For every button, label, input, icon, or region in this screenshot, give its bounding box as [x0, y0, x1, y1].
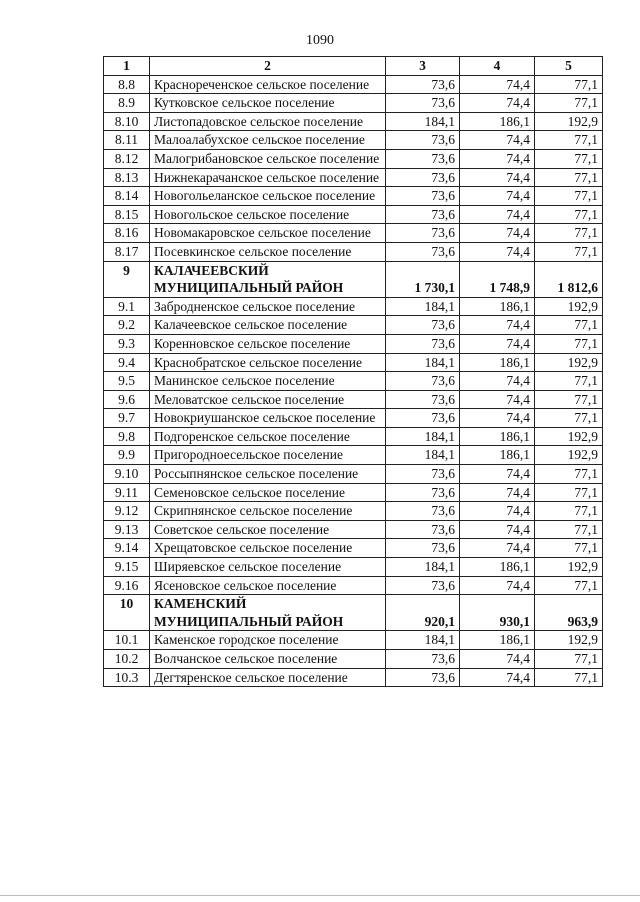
row-number: 8.15 — [104, 205, 150, 224]
row-value-col3: 73,6 — [386, 668, 460, 687]
row-name: КАМЕНСКИЙ МУНИЦИПАЛЬНЫЙ РАЙОН — [150, 595, 386, 631]
row-number: 9.10 — [104, 465, 150, 484]
row-number: 10 — [104, 595, 150, 631]
row-number: 8.8 — [104, 75, 150, 94]
row-number: 10.1 — [104, 631, 150, 650]
row-name: Новогольеланское сельское поселение — [150, 187, 386, 206]
table-row — [104, 520, 603, 539]
table-row — [104, 334, 603, 353]
row-value-col5: 77,1 — [535, 94, 603, 113]
row-number: 10.3 — [104, 668, 150, 687]
row-value-col3: 73,6 — [386, 94, 460, 113]
table-row — [104, 112, 603, 131]
row-value-col5: 192,9 — [535, 558, 603, 577]
row-number: 9.7 — [104, 409, 150, 428]
row-value-col3: 73,6 — [386, 224, 460, 243]
row-value-col5: 77,1 — [535, 224, 603, 243]
table-body — [104, 75, 603, 687]
row-value-col4: 74,4 — [460, 390, 535, 409]
row-value-col3: 73,6 — [386, 242, 460, 261]
row-number: 8.12 — [104, 149, 150, 168]
row-value-col4: 74,4 — [460, 316, 535, 335]
row-name: Дегтяренское сельское поселение — [150, 668, 386, 687]
row-value-col3: 73,6 — [386, 502, 460, 521]
row-name: Краснореченское сельское поселение — [150, 75, 386, 94]
row-value-col5: 77,1 — [535, 502, 603, 521]
row-value-col4: 74,4 — [460, 502, 535, 521]
row-name: Посевкинское сельское поселение — [150, 242, 386, 261]
row-value-col3: 73,6 — [386, 372, 460, 391]
row-value-col5: 77,1 — [535, 149, 603, 168]
row-value-col3: 73,6 — [386, 131, 460, 150]
row-value-col3: 73,6 — [386, 334, 460, 353]
row-value-col5: 77,1 — [535, 539, 603, 558]
row-value-col3: 73,6 — [386, 149, 460, 168]
row-value-col3: 73,6 — [386, 75, 460, 94]
table-row — [104, 372, 603, 391]
row-name: Нижнекарачанское сельское поселение — [150, 168, 386, 187]
row-number: 9.9 — [104, 446, 150, 465]
table-row — [104, 94, 603, 113]
table-row — [104, 131, 603, 150]
row-value-col4: 74,4 — [460, 576, 535, 595]
row-number: 9.11 — [104, 483, 150, 502]
row-value-col3: 184,1 — [386, 446, 460, 465]
row-number: 9.1 — [104, 297, 150, 316]
row-name: Скрипнянское сельское поселение — [150, 502, 386, 521]
district-row — [104, 261, 603, 297]
row-value-col5: 77,1 — [535, 409, 603, 428]
row-value-col5: 77,1 — [535, 334, 603, 353]
row-value-col5: 77,1 — [535, 205, 603, 224]
table-row — [104, 75, 603, 94]
table-row — [104, 427, 603, 446]
row-value-col3: 184,1 — [386, 297, 460, 316]
header-row — [104, 57, 603, 76]
row-value-col3: 73,6 — [386, 520, 460, 539]
table-row — [104, 390, 603, 409]
row-name: Краснобратское сельское поселение — [150, 353, 386, 372]
row-value-col5: 963,9 — [535, 595, 603, 631]
row-name: Ширяевское сельское поселение — [150, 558, 386, 577]
row-value-col5: 77,1 — [535, 465, 603, 484]
row-value-col3: 73,6 — [386, 316, 460, 335]
row-value-col4: 1 748,9 — [460, 261, 535, 297]
table-row — [104, 558, 603, 577]
row-number: 9.2 — [104, 316, 150, 335]
row-value-col5: 192,9 — [535, 297, 603, 316]
row-value-col5: 77,1 — [535, 390, 603, 409]
row-number: 8.11 — [104, 131, 150, 150]
table-row — [104, 297, 603, 316]
table-row — [104, 539, 603, 558]
row-value-col4: 74,4 — [460, 520, 535, 539]
row-name: Забродненское сельское поселение — [150, 297, 386, 316]
row-number: 9.6 — [104, 390, 150, 409]
row-value-col4: 74,4 — [460, 409, 535, 428]
row-value-col4: 186,1 — [460, 112, 535, 131]
table-row — [104, 316, 603, 335]
row-name: Коренновское сельское поселение — [150, 334, 386, 353]
row-name: Кутковское сельское поселение — [150, 94, 386, 113]
row-name: Листопадовское сельское поселение — [150, 112, 386, 131]
row-value-col4: 74,4 — [460, 168, 535, 187]
row-name: Новомакаровское сельское поселение — [150, 224, 386, 243]
row-value-col5: 77,1 — [535, 668, 603, 687]
header-col-5: 5 — [535, 57, 603, 76]
row-value-col5: 77,1 — [535, 316, 603, 335]
row-value-col3: 73,6 — [386, 187, 460, 206]
row-value-col5: 192,9 — [535, 427, 603, 446]
row-number: 8.9 — [104, 94, 150, 113]
row-value-col5: 192,9 — [535, 112, 603, 131]
row-value-col5: 1 812,6 — [535, 261, 603, 297]
row-value-col5: 192,9 — [535, 446, 603, 465]
table-row — [104, 576, 603, 595]
row-name: Меловатское сельское поселение — [150, 390, 386, 409]
row-value-col4: 186,1 — [460, 446, 535, 465]
row-name: Советское сельское поселение — [150, 520, 386, 539]
row-value-col4: 74,4 — [460, 483, 535, 502]
page-bottom-rule — [0, 895, 640, 896]
row-value-col4: 74,4 — [460, 650, 535, 669]
table-row — [104, 483, 603, 502]
row-value-col4: 74,4 — [460, 205, 535, 224]
row-name: КАЛАЧЕЕВСКИЙ МУНИЦИПАЛЬНЫЙ РАЙОН — [150, 261, 386, 297]
row-name: Россыпнянское сельское поселение — [150, 465, 386, 484]
row-value-col4: 74,4 — [460, 224, 535, 243]
row-value-col3: 73,6 — [386, 168, 460, 187]
row-name: Малоалабухское сельское поселение — [150, 131, 386, 150]
page-number: 1090 — [306, 33, 334, 48]
header-col-3: 3 — [386, 57, 460, 76]
table-row — [104, 149, 603, 168]
row-value-col4: 186,1 — [460, 558, 535, 577]
row-name: Ясеновское сельское поселение — [150, 576, 386, 595]
row-value-col3: 184,1 — [386, 353, 460, 372]
row-value-col3: 184,1 — [386, 427, 460, 446]
row-value-col5: 77,1 — [535, 576, 603, 595]
table-row — [104, 187, 603, 206]
row-value-col4: 186,1 — [460, 427, 535, 446]
row-number: 9.3 — [104, 334, 150, 353]
table-row — [104, 668, 603, 687]
row-value-col3: 73,6 — [386, 576, 460, 595]
row-name: Малогрибановское сельское поселение — [150, 149, 386, 168]
row-name: Хрещатовское сельское поселение — [150, 539, 386, 558]
row-value-col5: 77,1 — [535, 483, 603, 502]
row-value-col4: 74,4 — [460, 668, 535, 687]
row-value-col4: 186,1 — [460, 631, 535, 650]
row-number: 9.13 — [104, 520, 150, 539]
row-value-col4: 186,1 — [460, 353, 535, 372]
row-value-col4: 74,4 — [460, 539, 535, 558]
row-number: 8.13 — [104, 168, 150, 187]
row-number: 8.10 — [104, 112, 150, 131]
row-value-col4: 74,4 — [460, 372, 535, 391]
header-col-1: 1 — [104, 57, 150, 76]
row-name: Пригородноесельское поселение — [150, 446, 386, 465]
row-value-col4: 74,4 — [460, 242, 535, 261]
row-name: Новогольское сельское поселение — [150, 205, 386, 224]
row-number: 8.14 — [104, 187, 150, 206]
row-value-col4: 74,4 — [460, 94, 535, 113]
row-value-col5: 77,1 — [535, 168, 603, 187]
row-value-col5: 77,1 — [535, 372, 603, 391]
row-value-col4: 74,4 — [460, 334, 535, 353]
row-number: 8.17 — [104, 242, 150, 261]
row-value-col3: 920,1 — [386, 595, 460, 631]
row-name: Новокриушанское сельское поселение — [150, 409, 386, 428]
row-value-col4: 74,4 — [460, 149, 535, 168]
row-value-col4: 74,4 — [460, 75, 535, 94]
row-value-col3: 184,1 — [386, 558, 460, 577]
table-row — [104, 353, 603, 372]
table-row — [104, 446, 603, 465]
row-number: 9.16 — [104, 576, 150, 595]
row-number: 9.14 — [104, 539, 150, 558]
row-value-col4: 74,4 — [460, 131, 535, 150]
row-value-col5: 77,1 — [535, 187, 603, 206]
row-number: 10.2 — [104, 650, 150, 669]
row-name: Семеновское сельское поселение — [150, 483, 386, 502]
row-value-col5: 77,1 — [535, 75, 603, 94]
header-col-2: 2 — [150, 57, 386, 76]
row-value-col3: 73,6 — [386, 650, 460, 669]
row-value-col4: 930,1 — [460, 595, 535, 631]
row-number: 9.5 — [104, 372, 150, 391]
row-value-col4: 74,4 — [460, 465, 535, 484]
row-number: 9.4 — [104, 353, 150, 372]
row-number: 8.16 — [104, 224, 150, 243]
table-row — [104, 205, 603, 224]
table-row — [104, 242, 603, 261]
table-row — [104, 465, 603, 484]
row-name: Калачеевское сельское поселение — [150, 316, 386, 335]
row-value-col3: 73,6 — [386, 390, 460, 409]
table-row — [104, 409, 603, 428]
table-row — [104, 168, 603, 187]
data-table — [103, 56, 603, 687]
row-name: Волчанское сельское поселение — [150, 650, 386, 669]
row-value-col5: 192,9 — [535, 353, 603, 372]
district-row — [104, 595, 603, 631]
row-value-col5: 77,1 — [535, 650, 603, 669]
row-value-col4: 74,4 — [460, 187, 535, 206]
row-number: 9.15 — [104, 558, 150, 577]
row-value-col4: 186,1 — [460, 297, 535, 316]
table-row — [104, 631, 603, 650]
row-value-col3: 184,1 — [386, 112, 460, 131]
row-value-col3: 1 730,1 — [386, 261, 460, 297]
row-number: 9 — [104, 261, 150, 297]
row-value-col5: 77,1 — [535, 242, 603, 261]
row-value-col3: 73,6 — [386, 409, 460, 428]
row-value-col3: 73,6 — [386, 539, 460, 558]
row-name: Каменское городское поселение — [150, 631, 386, 650]
row-value-col3: 184,1 — [386, 631, 460, 650]
row-number: 9.12 — [104, 502, 150, 521]
row-value-col3: 73,6 — [386, 465, 460, 484]
table-row — [104, 224, 603, 243]
row-value-col5: 77,1 — [535, 520, 603, 539]
row-name: Манинское сельское поселение — [150, 372, 386, 391]
row-value-col3: 73,6 — [386, 205, 460, 224]
header-col-4: 4 — [460, 57, 535, 76]
row-number: 9.8 — [104, 427, 150, 446]
row-value-col5: 192,9 — [535, 631, 603, 650]
table-row — [104, 650, 603, 669]
row-name: Подгоренское сельское поселение — [150, 427, 386, 446]
table-row — [104, 502, 603, 521]
row-value-col5: 77,1 — [535, 131, 603, 150]
row-value-col3: 73,6 — [386, 483, 460, 502]
